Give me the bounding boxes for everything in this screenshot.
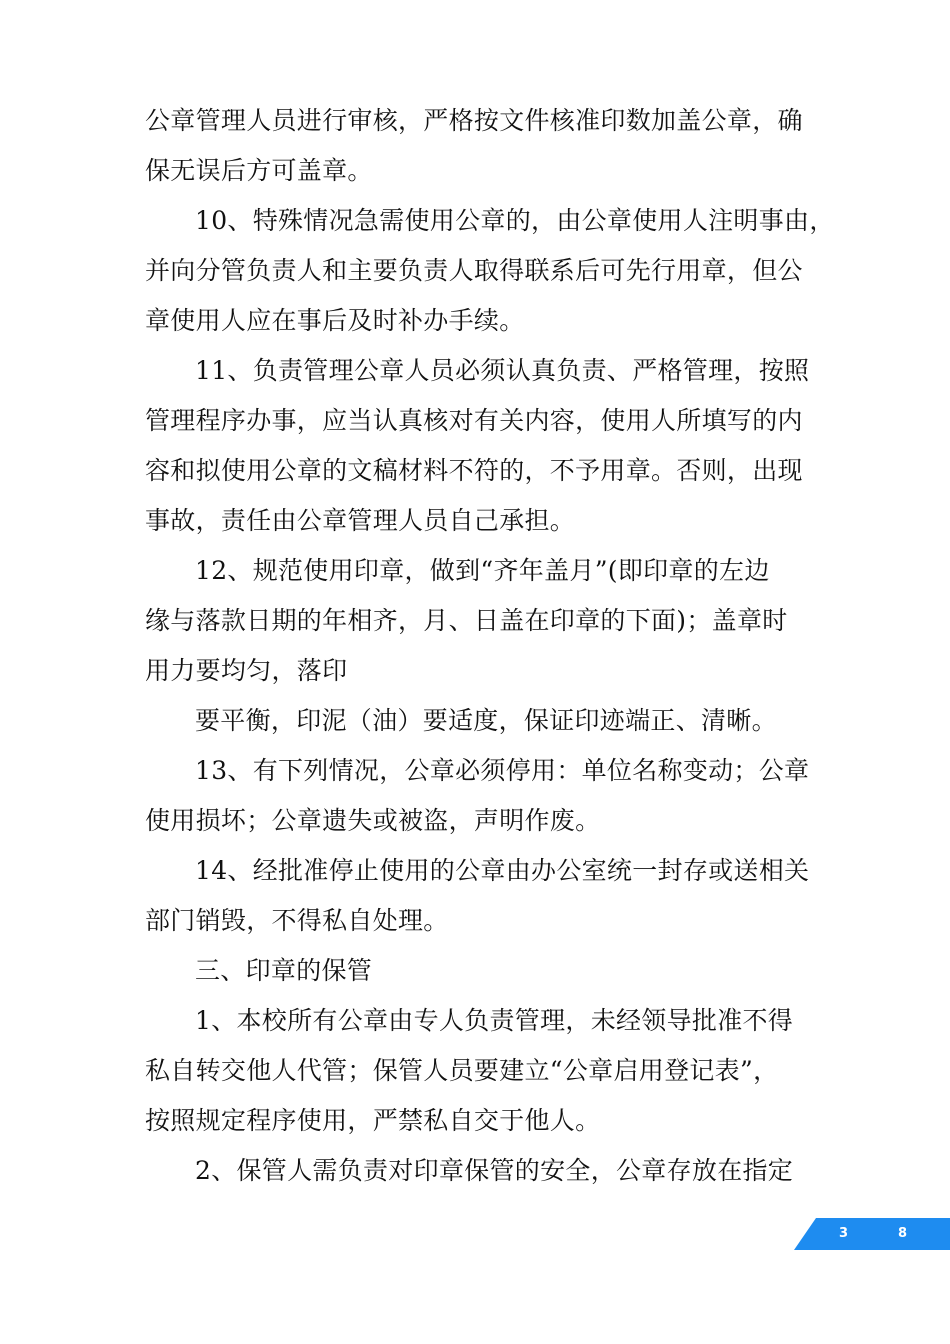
- document-body: [145, 96, 835, 1196]
- text-line: 用力要均匀，落印: [145, 656, 348, 685]
- text-line: 容和拟使用公章的文稿材料不符的，不予用章。否则，出现: [145, 456, 803, 485]
- text-line: 并向分管负责人和主要负责人取得联系后可先行用章，但公: [145, 256, 803, 285]
- text-line: 12、规范使用印章，做到“齐年盖月”(即印章的左边: [195, 556, 770, 585]
- page-number-band: [794, 1218, 950, 1250]
- text-line: 章使用人应在事后及时补办手续。: [145, 306, 525, 335]
- current-page-number: 3: [839, 1226, 849, 1241]
- section-heading: 三、印章的保管: [195, 956, 373, 985]
- text-line: 管理程序办事，应当认真核对有关内容，使用人所填写的内: [145, 406, 803, 435]
- page-band-shape: [794, 1218, 950, 1250]
- text-line: 私自转交他人代管；保管人员要建立“公章启用登记表”，: [145, 1056, 779, 1085]
- text-line: 使用损坏；公章遗失或被盗，声明作废。: [145, 806, 601, 835]
- total-pages-number: 8: [898, 1226, 908, 1241]
- text-line: 14、经批准停止使用的公章由办公室统一封存或送相关: [195, 856, 810, 885]
- text-line: 1、本校所有公章由专人负责管理，未经领导批准不得: [195, 1006, 794, 1035]
- text-line: 公章管理人员进行审核，严格按文件核准印数加盖公章，确: [145, 106, 803, 135]
- text-line: 缘与落款日期的年相齐，月、日盖在印章的下面)；盖章时: [145, 606, 788, 635]
- text-line: 13、有下列情况，公章必须停用：单位名称变动；公章: [195, 756, 810, 785]
- text-line: 部门销毁，不得私自处理。: [145, 906, 449, 935]
- text-line: 事故，责任由公章管理人员自己承担。: [145, 506, 576, 535]
- text-line: 保无误后方可盖章。: [145, 156, 373, 185]
- text-line: 10、特殊情况急需使用公章的，由公章使用人注明事由，: [195, 206, 835, 235]
- text-line: 按照规定程序使用，严禁私自交于他人。: [145, 1106, 601, 1135]
- text-line: 要平衡，印泥（油）要适度，保证印迹端正、清晰。: [195, 706, 777, 735]
- text-line: 11、负责管理公章人员必须认真负责、严格管理，按照: [195, 356, 810, 385]
- text-line: 2、保管人需负责对印章保管的安全，公章存放在指定: [195, 1156, 794, 1185]
